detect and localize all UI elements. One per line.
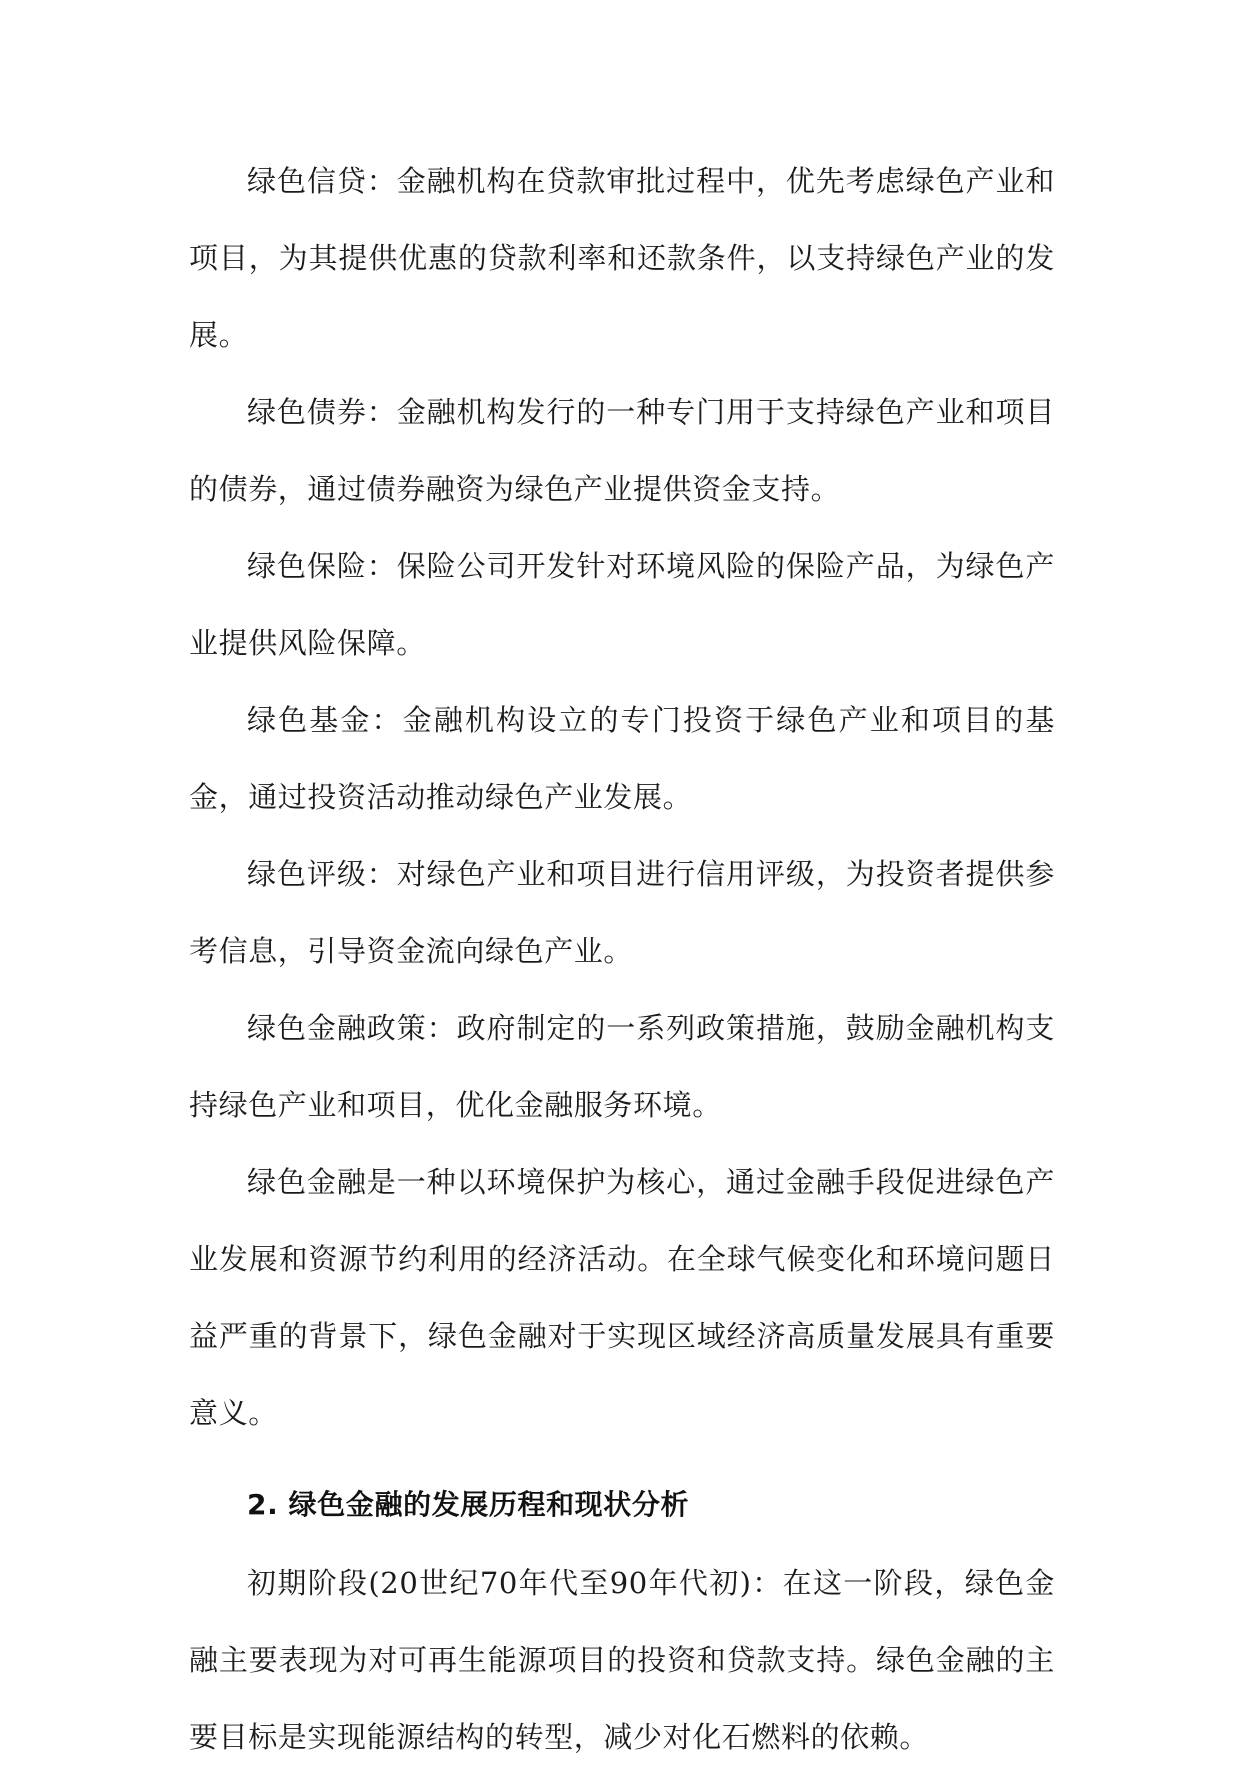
document-body (189, 143, 1055, 1776)
paragraph-green-funds: 绿色基金：金融机构设立的专门投资于绿色产业和项目的基金，通过投资活动推动绿色产业发展。 (189, 703, 1055, 814)
paragraph-green-rating: 绿色评级：对绿色产业和项目进行信用评级，为投资者提供参考信息，引导资金流向绿色产业。 (189, 857, 1055, 968)
paragraph-green-finance-summary: 绿色金融是一种以环境保护为核心，通过金融手段促进绿色产业发展和资源节约利用的经济活动。在全球气候变化和环境问题日益严重的背景下，绿色金融对于实现区域经济高质量发展具有重要意义。 (189, 1165, 1055, 1430)
paragraph-green-finance-policy: 绿色金融政策：政府制定的一系列政策措施，鼓励金融机构支持绿色产业和项目，优化金融服务环境。 (189, 1011, 1055, 1122)
paragraph-green-credit: 绿色信贷：金融机构在贷款审批过程中，优先考虑绿色产业和项目，为其提供优惠的贷款利率和还款条件，以支持绿色产业的发展。 (189, 164, 1055, 352)
paragraph-initial-stage: 初期阶段(20世纪70年代至90年代初)：在这一阶段，绿色金融主要表现为对可再生能源项目的投资和贷款支持。绿色金融的主要目标是实现能源结构的转型，减少对化石燃料的依赖。 (189, 1566, 1055, 1754)
paragraph-green-bonds: 绿色债券：金融机构发行的一种专门用于支持绿色产业和项目的债券，通过债券融资为绿色产业提供资金支持。 (189, 395, 1055, 506)
paragraph-green-insurance: 绿色保险：保险公司开发针对环境风险的保险产品，为绿色产业提供风险保障。 (189, 549, 1055, 660)
section-heading: 2. 绿色金融的发展历程和现状分析 (247, 1488, 690, 1521)
